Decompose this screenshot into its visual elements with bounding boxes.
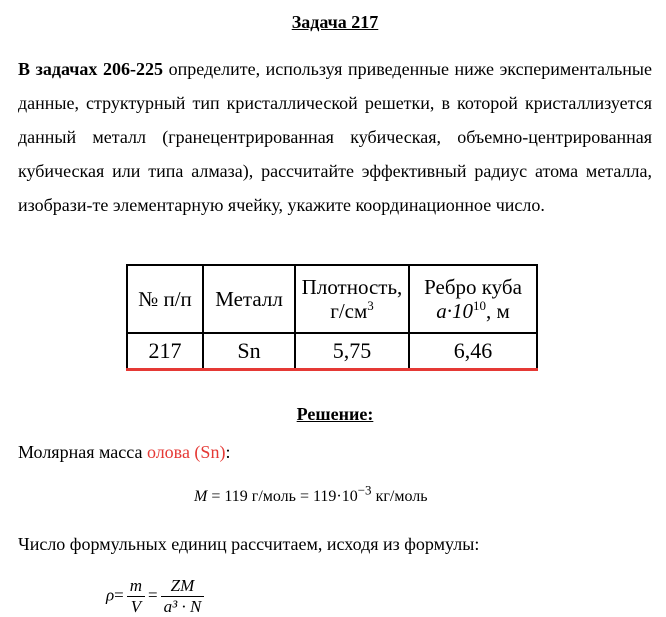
density-formula: ρ= $\frac{m}{V}$ = $\frac{ZM}{\text{a³ · N}}$ <box>106 576 207 617</box>
table-header-row <box>127 265 537 333</box>
header-edge: Ребро куба $a\cdot 10^{10}$, м <box>409 265 537 333</box>
molar-mass-line: Молярная масса олова (Sn): <box>18 442 231 462</box>
cell-density: 5,75 <box>295 333 409 370</box>
task-title: Задача 217 <box>291 12 379 32</box>
molar-mass-formula: M = 119 г/моль = $119\cdot 10^{-3}$ кг/моль <box>194 482 428 505</box>
task-paragraph <box>18 52 652 222</box>
table-row <box>127 333 537 370</box>
cell-num: 217 <box>127 333 203 370</box>
cell-edge: 6,46 <box>409 333 537 370</box>
data-table <box>126 264 538 371</box>
task-lead: В задачах 206-225 <box>18 59 163 79</box>
formula-units-line: Число формульных единиц рассчитаем, исходя из формулы: <box>18 534 480 554</box>
header-num: № п/п <box>127 265 203 333</box>
header-density: Плотность, $г/см^3$ <box>295 265 409 333</box>
cell-metal: Sn <box>203 333 295 370</box>
tin-highlight: олова (Sn) <box>146 442 226 462</box>
solution-heading: Решение: <box>296 404 374 424</box>
header-metal: Металл <box>203 265 295 333</box>
task-text: определите, используя приведенные ниже экспериментальные данные, структурный тип кристаллической решетки, в которой кристаллизуется данный металл (гранецентрированная кубическая, объемно-центрированная кубическая или типа алмаза), рассчитайте эффективный радиус атома металла, изобрази-те элементарную ячейку, укажите координационное число. <box>18 59 652 215</box>
